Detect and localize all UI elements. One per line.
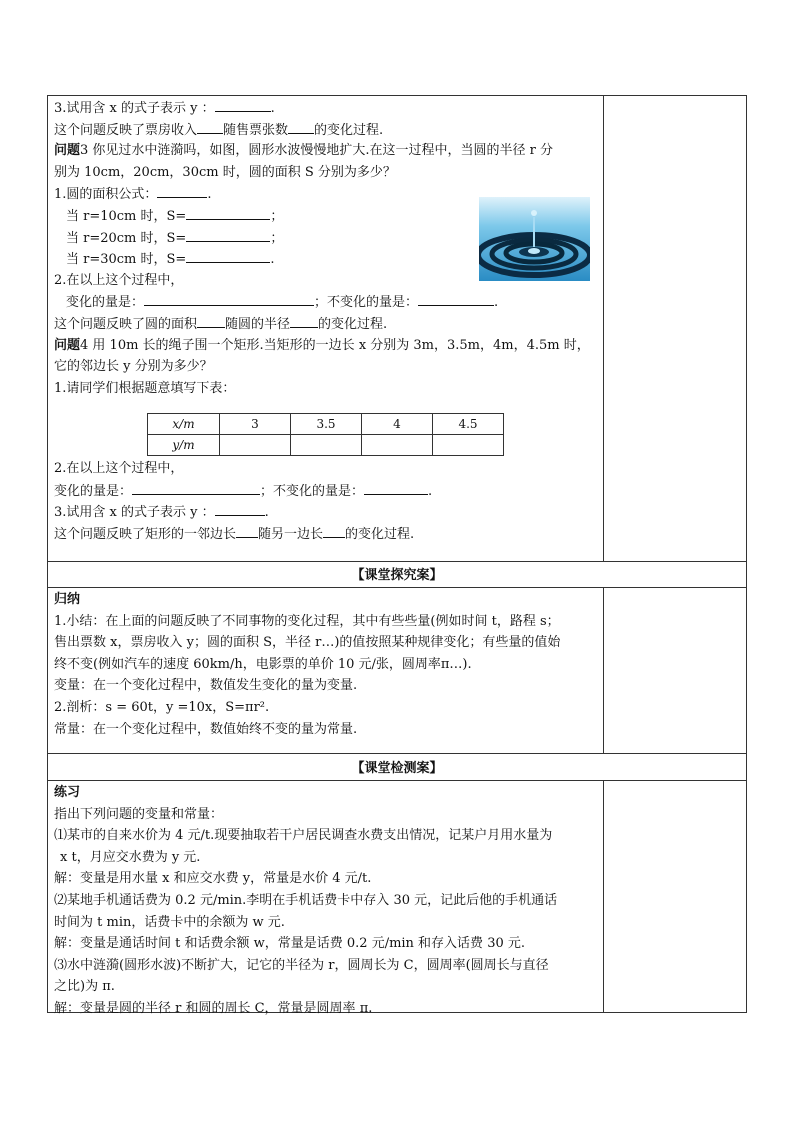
formula-prompt: 1.圆的面积公式： (54, 187, 158, 203)
text-line: 3.试用含 x 的式子表示 y ： . (54, 501, 599, 523)
table-cell-input[interactable] (362, 435, 433, 456)
table-row (148, 414, 504, 435)
answer-blank[interactable] (288, 119, 314, 134)
varying-prompt: 变化的量是： (66, 295, 145, 311)
text-line (54, 458, 599, 480)
row-divider (48, 753, 746, 754)
question-text: 别为 10cm，20cm，30cm 时，圆的面积 S 分别为多少？ (54, 164, 396, 180)
answer-blank[interactable] (186, 227, 270, 242)
text-line: 当 r=30cm 时，S= . (54, 248, 599, 270)
reflect-text: 的变化过程. (345, 526, 415, 542)
text-line (54, 356, 599, 378)
problem-section-cont (54, 458, 599, 544)
text-line (54, 378, 599, 400)
answer-blank[interactable] (364, 480, 428, 495)
text-line: 指出下列问题的变量和常量： (54, 806, 224, 822)
text-line: 1.圆的面积公式： . (54, 183, 599, 205)
answer-blank[interactable] (290, 313, 318, 328)
reflect-text: 这个问题反映了圆的面积 (54, 316, 198, 332)
reflect-text: 这个问题反映了矩形的一邻边长 (54, 526, 237, 542)
answer-blank[interactable] (132, 480, 260, 495)
question-text: 它的邻边长 y 分别为多少？ (54, 359, 213, 375)
sub-prompt: 2.在以上这个过程中， (54, 272, 184, 288)
text-line: ⑴某市的自来水价为 4 元/t.现要抽取若干户居民调查水费支出情况，记某户月用水量为 (54, 828, 553, 844)
text-line: 终不变(例如汽车的速度 60km/h，电影票的单价 10 元/张，圆周率π…). (54, 656, 472, 672)
text-line (54, 523, 599, 545)
text-line: 常量：在一个变化过程中，数值始终不变的量为常量. (54, 721, 358, 737)
reflect-text: 随圆的半径 (225, 316, 291, 332)
table-cell: 3.5 (291, 414, 362, 435)
question-label: 问题 (54, 143, 81, 159)
answer-blank[interactable] (418, 291, 494, 306)
reflect-text: 的变化过程. (318, 316, 388, 332)
table-cell-input[interactable] (291, 435, 362, 456)
answer-blank[interactable] (215, 501, 265, 516)
radius-prompt: 当 r=20cm 时，S= (66, 230, 187, 246)
text-line: 变化的量是： ；不变化的量是： . (54, 291, 599, 313)
question-text: 3 你见过水中涟漪吗，如图，圆形水波慢慢地扩大.在这一过程中，当圆的半径 r 分 (80, 143, 554, 159)
table-cell-input[interactable] (433, 435, 504, 456)
row-divider (48, 561, 746, 562)
section-heading: 归纳 (54, 592, 81, 607)
answer-blank[interactable] (236, 523, 258, 538)
row-divider (48, 587, 746, 588)
text-line: 解：变量是通话时间 t 和话费余额 w，常量是话费 0.2 元/min 和存入话费 30 元. (54, 936, 525, 952)
answer-blank[interactable] (157, 183, 207, 198)
section-heading: 练习 (54, 785, 81, 800)
text-line: 当 r=10cm 时，S= ； (54, 205, 599, 227)
answer-blank[interactable] (186, 248, 270, 263)
answer-blank[interactable] (215, 97, 271, 112)
table-row (148, 435, 504, 456)
table-cell: 4.5 (433, 414, 504, 435)
table-prompt: 1.请同学们根据题意填写下表： (54, 380, 236, 396)
text-line: 变化的量是： ；不变化的量是： . (54, 480, 599, 502)
text-line: 3.试用含 x 的式子表示 y ： . (54, 97, 599, 119)
reflect-text: 这个问题反映了票房收入 (54, 122, 198, 138)
answer-blank[interactable] (197, 119, 223, 134)
table-cell: 3 (220, 414, 291, 435)
column-divider (603, 780, 604, 1013)
answer-blank[interactable] (197, 313, 225, 328)
water-ripple-image (479, 197, 590, 281)
table-cell: x/m (148, 414, 220, 435)
text-line (54, 313, 599, 335)
question-text: 4 用 10m 长的绳子围一个矩形.当矩形的一边长 x 分别为 3m，3.5m，4m，4.5m 时， (80, 337, 590, 353)
text-line: 售出票数 x，票房收入 y；圆的面积 S，半径 r…)的值按照某种规律变化；有些量的值始 (54, 635, 561, 651)
varying-prompt: 变化的量是： (54, 483, 133, 499)
practice-section (54, 782, 599, 1020)
answer-blank[interactable] (144, 291, 314, 306)
constant-prompt: ；不变化的量是： (260, 483, 365, 499)
text-line: 之比)为 π. (54, 979, 115, 995)
table-cell: y/m (148, 435, 220, 456)
answer-blank[interactable] (323, 523, 345, 538)
answer-blank[interactable] (186, 205, 270, 220)
text-line: x t，月应交水费为 y 元. (60, 849, 201, 865)
section-title: 【课堂检测案】 (351, 761, 443, 776)
section-title: 【课堂探究案】 (351, 568, 443, 583)
radius-prompt: 当 r=10cm 时，S= (66, 208, 187, 224)
question-label: 问题 (54, 337, 81, 353)
reflect-text: 随售票张数 (223, 122, 289, 138)
express-prompt: 3.试用含 x 的式子表示 y ： (54, 505, 215, 521)
sub-prompt: 2.在以上这个过程中， (54, 461, 184, 476)
text-line (54, 140, 599, 162)
text-line: 当 r=20cm 时，S= ； (54, 227, 599, 249)
column-divider (603, 96, 604, 561)
reflect-text: 的变化过程. (314, 122, 384, 138)
row-divider (48, 780, 746, 781)
constant-prompt: ；不变化的量是： (314, 295, 419, 311)
text-line: 变量：在一个变化过程中，数值发生变化的量为变量. (54, 678, 358, 694)
text-line: 1.小结：在上面的问题反映了不同事物的变化过程，其中有些些量(例如时间 t，路程 s； (54, 613, 560, 629)
text-line: 解：变量是用水量 x 和应交水费 y，常量是水价 4 元/t. (54, 871, 372, 887)
column-divider (603, 587, 604, 753)
text-line: 解：变量是圆的半径 r 和圆的周长 C，常量是圆周率 π. (54, 1000, 373, 1016)
text-line (54, 335, 599, 357)
text-line: 2.剖析：s = 60t，y =10x，S=πr². (54, 699, 270, 715)
text-line (54, 119, 599, 141)
reflect-text: 随另一边长 (258, 526, 324, 542)
text-line (54, 162, 599, 184)
text-line: 时间为 t min，话费卡中的余额为 w 元. (54, 914, 285, 930)
table-cell-input[interactable] (220, 435, 291, 456)
table-cell: 4 (362, 414, 433, 435)
radius-prompt: 当 r=30cm 时，S= (66, 252, 187, 268)
express-prompt: 3.试用含 x 的式子表示 y ： (54, 101, 215, 116)
text-line: ⑶水中涟漪(圆形水波)不断扩大，记它的半径为 r，圆周长为 C，圆周率(圆周长与直径 (54, 957, 549, 973)
xy-table (147, 413, 504, 456)
worksheet-table (47, 95, 747, 1016)
text-line: ⑵某地手机通话费为 0.2 元/min.李明在手机话费卡中存入 30 元，记此后他的手机通话 (54, 892, 558, 908)
summary-section (54, 589, 599, 740)
